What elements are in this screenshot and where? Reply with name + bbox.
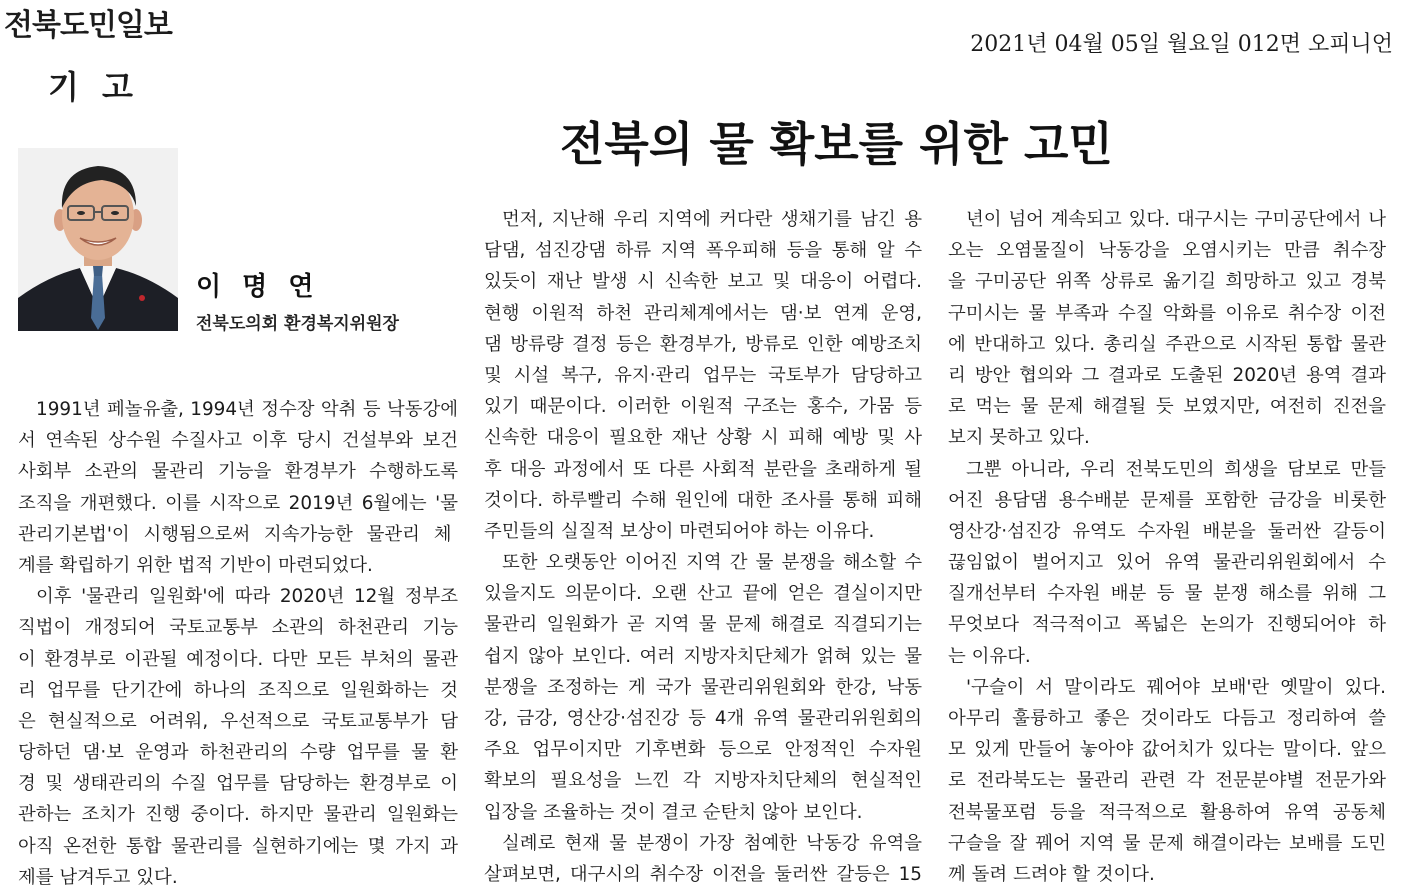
article-line: 분쟁을 조정하는 게 국가 물관리위원회와 한강, 낙동 (484, 676, 922, 698)
article-line: 후 대응 과정에서 또 다른 사회적 분란을 초래하게 될 (484, 458, 922, 480)
article-line: 확보의 필요성을 느낀 각 지방자치단체의 현실적인 (484, 770, 922, 792)
article-line: 년이 넘어 계속되고 있다. 대구시는 구미공단에서 나 (966, 209, 1386, 230)
article-line: 에 반대하고 있다. 총리실 주관으로 시작된 통합 물관 (948, 333, 1386, 355)
article-line: 는 이유다. (948, 645, 1031, 667)
article-line: 것이다. 하루빨리 수해 원인에 대한 조사를 통해 피해 (484, 489, 922, 511)
article-line: '구슬이 서 말이라도 꿰어야 보배'란 옛말이 있다. (966, 676, 1386, 698)
article-line: 관리기본법'이 시행됨으로써 지속가능한 물관리 체 (18, 523, 452, 545)
article-line: 또한 오랫동안 이어진 지역 간 물 분쟁을 해소할 수 (502, 552, 922, 574)
article-line: 구슬을 잘 꿰어 지역 물 문제 해결이라는 보배를 도민 (948, 832, 1386, 854)
article-line: 있을지도 의문이다. 오랜 산고 끝에 얻은 결실이지만 (484, 583, 922, 605)
article-line: 영산강·섬진강 유역도 수자원 배분을 둘러싼 갈등이 (948, 520, 1386, 542)
article-line: 주요 업무이지만 기후변화 등으로 안정적인 수자원 (484, 739, 922, 761)
article-line: 을 구미공단 위쪽 상류로 옮기길 희망하고 있고 경북 (948, 271, 1386, 293)
article-line: 직법이 개정되어 국토교통부 소관의 하천관리 기능 (18, 617, 458, 639)
article-line: 담댐, 섬진강댐 하류 지역 폭우피해 등을 통해 알 수 (484, 240, 922, 262)
article-line: 계를 확립하기 위한 법적 기반이 마련되었다. (18, 554, 373, 576)
section-label: 기 고 (48, 68, 139, 106)
article-line: 리 업무를 단기간에 하나의 조직으로 일원화하는 것 (18, 679, 458, 701)
article-line: 실례로 현재 물 분쟁이 가장 첨예한 낙동강 유역을 (502, 832, 922, 854)
article-line: 쉽지 않아 보인다. 여러 지방자치단체가 얽혀 있는 물 (484, 645, 922, 667)
article-line: 께 돌려 드려야 할 것이다. (948, 863, 1155, 885)
article-line: 1991년 페놀유출, 1994년 정수장 악취 등 낙동강에 (36, 399, 458, 420)
article-line: 전북물포럼 등을 적극적으로 활용하여 유역 공동체 (948, 801, 1386, 823)
article-line: 물관리 일원화가 곧 지역 물 문제 해결로 직결되기는 (484, 614, 922, 636)
article-line: 아직 온전한 통합 물관리를 실현하기에는 몇 가지 과 (18, 835, 458, 857)
article-line: 있듯이 재난 발생 시 신속한 보고 및 대응이 어렵다. (484, 271, 922, 293)
issue-date-line: 2021년 04월 05일 월요일 012면 오피니언 (970, 32, 1393, 57)
article-line: 살펴보면, 대구시의 취수장 이전을 둘러싼 갈등은 15 (484, 863, 922, 885)
article-line: 아무리 훌륭하고 좋은 것이라도 다듬고 정리하여 쓸 (948, 708, 1386, 729)
article-line: 경 및 생태관리의 수질 업무를 담당하는 환경부로 이 (18, 773, 458, 795)
article-line: 및 시설 복구, 유지·관리 업무는 국토부가 담당하고 (484, 364, 922, 386)
article-line: 끊임없이 벌어지고 있어 유역 물관리위원회에서 수 (948, 552, 1386, 574)
article-line: 그뿐 아니라, 우리 전북도민의 희생을 담보로 만들 (966, 458, 1386, 480)
article-line: 있기 때문이다. 이러한 이원적 구조는 홍수, 가뭄 등 (484, 396, 922, 418)
article-line: 현행 이원적 하천 관리체계에서는 댐·보 연계 운영, (484, 302, 922, 324)
article-line: 조직을 개편했다. 이를 시작으로 2019년 6월에는 '물 (18, 492, 458, 514)
article-line: 주민들의 실질적 보상이 마련되어야 하는 이유다. (484, 520, 875, 542)
article-line: 질개선부터 수자원 배분 등 물 분쟁 해소를 위해 그 (948, 583, 1386, 605)
article-column-3 (948, 204, 1386, 890)
article-line: 구미시는 물 부족과 수질 악화를 이유로 취수장 이전 (948, 302, 1386, 324)
article-line: 관하는 조치가 진행 중이다. 하지만 물관리 일원화는 (18, 804, 458, 826)
article-line: 이후 '물관리 일원화'에 따라 2020년 12월 정부조 (36, 586, 458, 608)
article-line: 사회부 소관의 물관리 기능을 환경부가 수행하도록 (18, 461, 458, 483)
article-line: 무엇보다 적극적이고 폭넓은 논의가 진행되어야 하 (948, 614, 1386, 636)
article-line: 입장을 조율하는 것이 결코 순탄치 않아 보인다. (484, 801, 863, 823)
article-headline: 전북의 물 확보를 위한 고민 (560, 117, 1113, 171)
article-line: 모 있게 만들어 놓아야 값어치가 있다는 말이다. 앞으 (948, 739, 1386, 761)
newspaper-masthead: 전북도민일보 (4, 8, 172, 43)
article-line: 은 현실적으로 어려워, 우선적으로 국토교통부가 담 (18, 710, 458, 732)
author-title: 전북도의회 환경복지위원장 (196, 314, 399, 334)
article-line: 오는 오염물질이 낙동강을 오염시키는 만큼 취수장 (948, 240, 1386, 262)
article-column-2 (484, 204, 922, 890)
author-name: 이 명 연 (196, 272, 320, 302)
author-photo (18, 148, 178, 331)
article-line: 로 전라북도는 물관리 관련 각 전문분야별 전문가와 (948, 770, 1386, 792)
article-line: 리 방안 협의와 그 결과로 도출된 2020년 용역 결과 (948, 364, 1386, 386)
article-line: 서 연속된 상수원 수질사고 이후 당시 건설부와 보건 (18, 430, 458, 452)
article-line: 당하던 댐·보 운영과 하천관리의 수량 업무를 물 환 (18, 742, 458, 764)
article-line: 먼저, 지난해 우리 지역에 커다란 생채기를 남긴 용 (502, 209, 922, 230)
article-line: 보지 못하고 있다. (948, 427, 1090, 449)
article-line: 강, 금강, 영산강·섬진강 등 4개 유역 물관리위원회의 (484, 708, 922, 729)
article-line: 로 먹는 물 문제 해결될 듯 보였지만, 여전히 진전을 (948, 396, 1386, 418)
article-column-1 (18, 394, 458, 893)
article-line: 제를 남겨두고 있다. (18, 866, 178, 888)
article-line: 어진 용담댐 용수배분 문제를 포함한 금강을 비롯한 (948, 489, 1386, 511)
article-line: 신속한 대응이 필요한 재난 상황 시 피해 예방 및 사 (484, 427, 922, 449)
article-line: 이 환경부로 이관될 예정이다. 다만 모든 부처의 물관 (18, 648, 458, 670)
author-portrait-image (18, 148, 178, 331)
article-line: 댐 방류량 결정 등은 환경부가, 방류로 인한 예방조치 (484, 333, 922, 355)
